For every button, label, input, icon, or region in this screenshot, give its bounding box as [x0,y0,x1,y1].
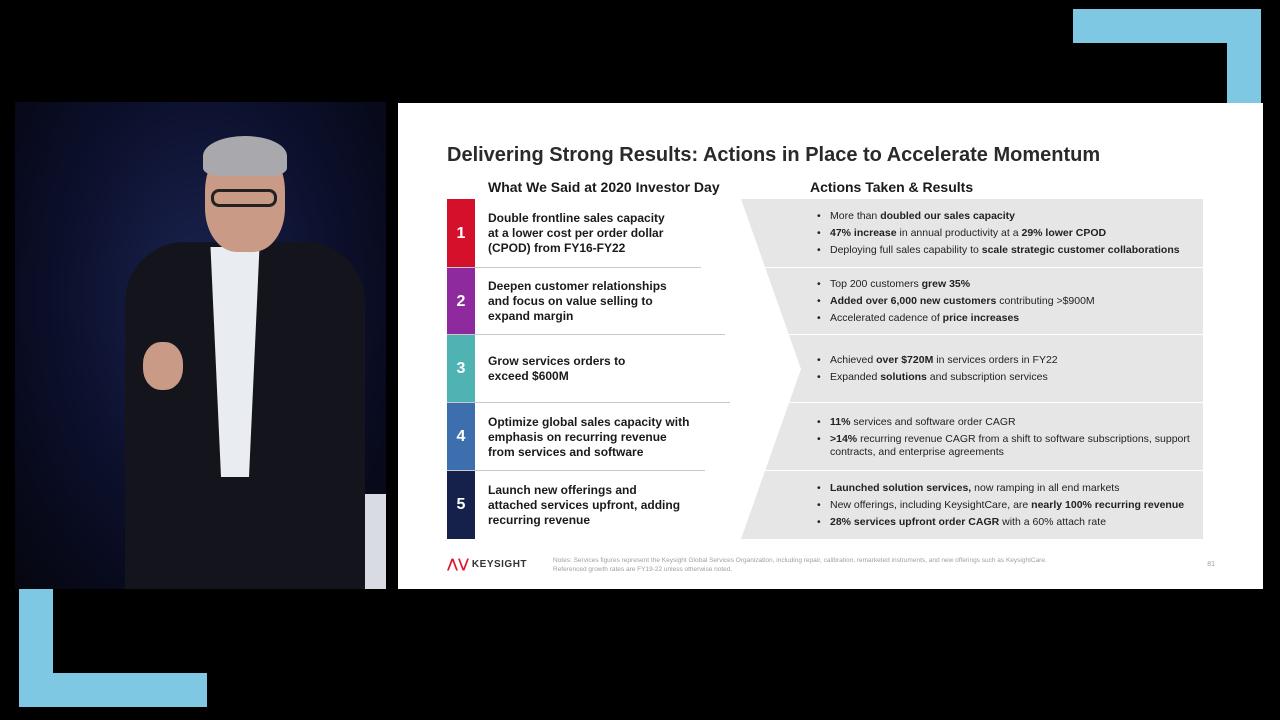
row-results-list [817,471,1207,539]
result-highlight: price increases [942,312,1020,324]
row-action-text [488,335,718,403]
result-text: New offerings, including KeysightCare, are [830,498,1032,511]
result-highlight: nearly 100% recurring revenue [1031,498,1185,511]
result-bullet [817,516,1207,529]
result-text: in annual productivity at a [896,227,1022,239]
result-highlight: 28% services upfront order CAGR [830,515,1000,528]
result-bullet [817,416,1207,429]
result-text: and subscription services [926,371,1048,383]
keysight-wave-icon: ⋀⋁ [447,556,469,571]
action-row-2 [447,268,1203,335]
action-line: emphasis on recurring revenue [488,429,667,444]
result-text: now ramping in all end markets [971,481,1120,494]
result-bullet [817,295,1207,308]
row-number-badge: 3 [447,335,475,403]
result-highlight: 29% lower CPOD [1021,227,1107,239]
action-row-4 [447,403,1203,471]
action-line: Grow services orders to [488,354,626,368]
action-line: (CPOD) from FY16-FY22 [488,241,626,255]
result-highlight: >14% [830,432,858,445]
speaker-video-feed [15,102,386,589]
top-right-bracket-vertical [1227,9,1261,103]
slide-title: Delivering Strong Results: Actions in Place to Accelerate Momentum [447,144,1101,166]
result-bullet [817,371,1207,384]
result-text: services and software order CAGR [850,415,1016,428]
row-number-badge: 4 [447,403,475,471]
row-results-list [817,403,1207,471]
keysight-logo [447,556,527,572]
result-bullet [817,278,1207,291]
result-bullet [817,482,1207,495]
result-highlight: scale strategic customer collaborations [981,244,1180,256]
action-line: at a lower cost per order dollar [488,226,664,240]
result-text: recurring revenue CAGR from a shift to software subscriptions, support contracts, and enterprise agreements [830,432,1190,458]
row-number-badge: 1 [447,199,475,268]
speaker-hand [143,342,183,390]
result-highlight: doubled our sales capacity [880,210,1015,222]
result-text: Accelerated cadence of [830,312,943,324]
slide-page-number: 81 [1207,561,1215,568]
result-highlight: Added over 6,000 new customers [830,295,997,307]
row-action-text [488,199,718,268]
action-line: Deepen customer relationships [488,279,667,293]
notes-line-1: Notes: Services figures represent the Keysight Global Services Organization, including repair, calibration, remarketed instruments, and new offerings such as KeysightCare. [553,557,1047,564]
result-text: More than [830,210,881,222]
result-bullet [817,227,1207,240]
result-highlight: grew 35% [921,278,971,290]
row-action-text [488,471,718,539]
action-line: Optimize global sales capacity with [488,414,690,429]
action-line: attached services upfront, adding [488,497,681,512]
row-action-text [488,403,718,471]
action-line: recurring revenue [488,512,591,527]
result-text: Top 200 customers [830,278,922,290]
row-results-list [817,335,1207,403]
result-text: with a 60% attach rate [999,515,1107,528]
row-results-list [817,268,1207,335]
row-action-text [488,268,718,335]
result-bullet [817,312,1207,325]
row-number-badge: 2 [447,268,475,335]
result-bullet [817,433,1207,459]
result-highlight: solutions [880,371,927,383]
slide-notes [553,556,1153,574]
action-line: and focus on value selling to [488,294,653,308]
result-bullet [817,210,1207,223]
result-text: in services orders in FY22 [933,354,1058,366]
left-column-header: What We Said at 2020 Investor Day [488,179,720,195]
right-column-header: Actions Taken & Results [810,179,974,195]
result-highlight: 11% [830,415,851,428]
result-text: Deploying full sales capability to [830,244,982,256]
action-line: from services and software [488,444,644,459]
result-text: Expanded [830,371,881,383]
result-text: Achieved [830,354,877,366]
speaker-glasses [211,189,277,207]
action-line: Double frontline sales capacity [488,211,665,225]
row-results-list [817,199,1207,268]
row-number-badge: 5 [447,471,475,539]
result-highlight: over $720M [876,354,934,366]
action-line: expand margin [488,309,574,323]
result-bullet [817,499,1207,512]
result-bullet [817,244,1207,257]
result-highlight: 47% increase [830,227,897,239]
bottom-left-bracket-horizontal [19,673,207,707]
result-bullet [817,354,1207,367]
action-line: exceed $600M [488,369,569,383]
result-text: contributing >$900M [996,295,1095,307]
notes-line-2: Referenced growth rates are FY19-22 unless otherwise noted. [553,566,733,573]
keysight-logo-text: KEYSIGHT [471,558,528,570]
result-highlight: Launched solution services, [830,481,972,494]
presentation-slide [398,103,1263,589]
action-row-5 [447,471,1203,539]
action-row-3 [447,335,1203,403]
speaker-hair [203,136,287,176]
action-row-1 [447,199,1203,268]
action-line: Launch new offerings and [488,482,637,497]
